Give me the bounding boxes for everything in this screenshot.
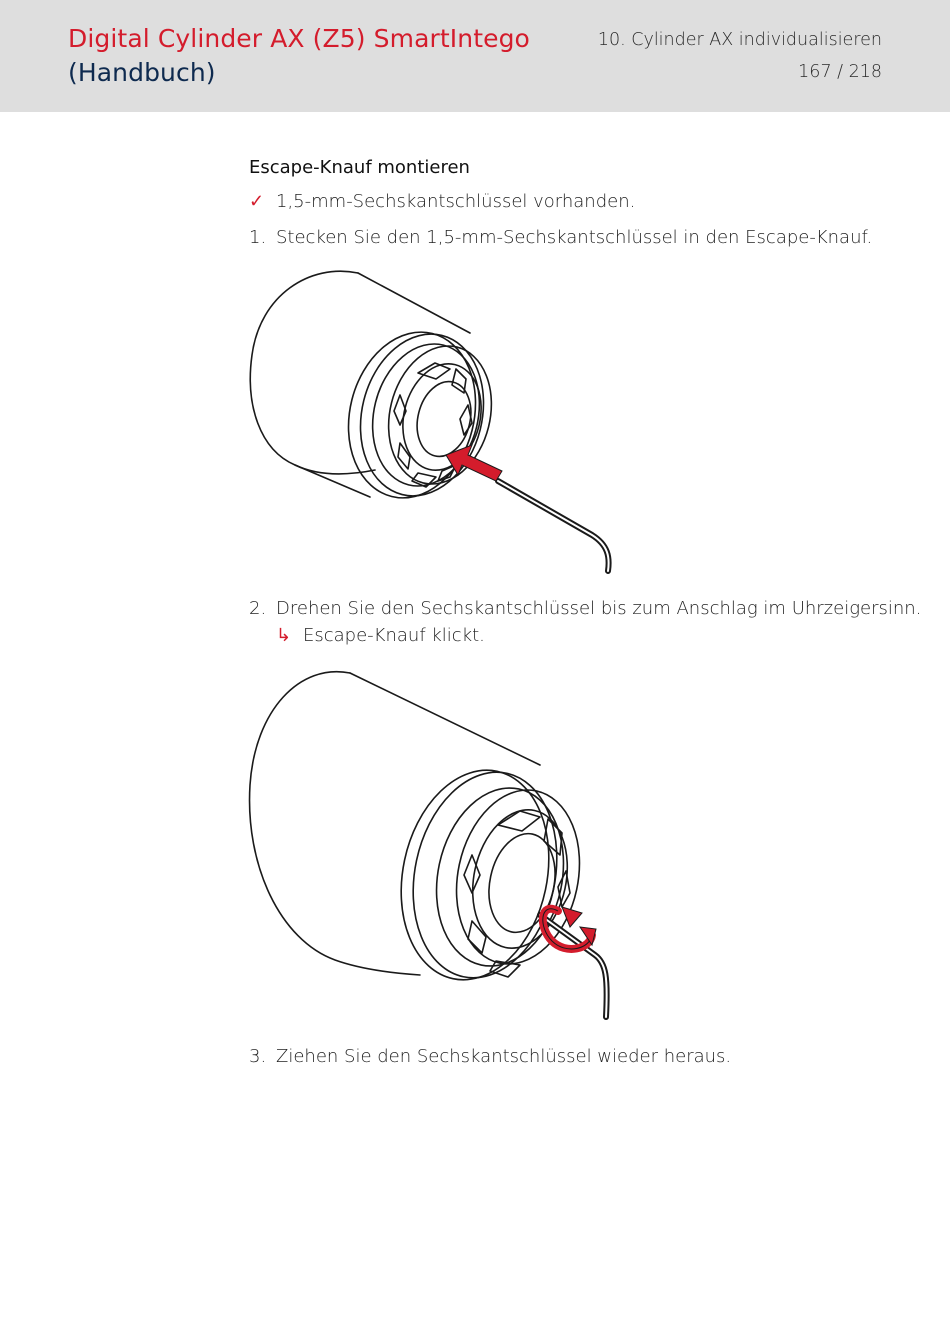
step-text: Drehen Sie den Sechskantschlüssel bis zum Anschlag im Uhrzeigersinn. xyxy=(276,598,922,619)
step-number: 1. xyxy=(249,227,267,248)
prerequisite-text: 1,5-mm-Sechskantschlüssel vorhanden. xyxy=(276,191,636,212)
step-number: 3. xyxy=(249,1046,267,1067)
result-text: Escape-Knauf klickt. xyxy=(303,625,485,646)
checkmark-icon: ✓ xyxy=(249,191,265,212)
figure-rotate-hex-key xyxy=(240,665,620,1030)
page-header xyxy=(0,0,950,112)
step-text: Stecken Sie den 1,5-mm-Sechskantschlüssel in den Escape-Knauf. xyxy=(276,227,873,248)
document-title-line2: (Handbuch) xyxy=(68,58,216,87)
section-heading: Escape-Knauf montieren xyxy=(249,157,470,178)
chapter-title: 10. Cylinder AX individualisieren xyxy=(597,30,882,50)
step-text: Ziehen Sie den Sechskantschlüssel wieder heraus. xyxy=(276,1046,732,1067)
result-arrow-icon: ↳ xyxy=(276,625,292,646)
document-title-line1: Digital Cylinder AX (Z5) SmartIntego xyxy=(68,24,530,53)
document-title xyxy=(68,22,530,90)
prerequisite-item xyxy=(249,190,635,214)
step-1 xyxy=(249,226,872,250)
figure-insert-hex-key xyxy=(240,265,620,585)
step-number: 2. xyxy=(249,598,267,619)
page-number: 167 / 218 xyxy=(798,62,882,82)
step-3 xyxy=(249,1045,731,1069)
step-2-result xyxy=(276,624,485,648)
step-2 xyxy=(249,597,921,621)
